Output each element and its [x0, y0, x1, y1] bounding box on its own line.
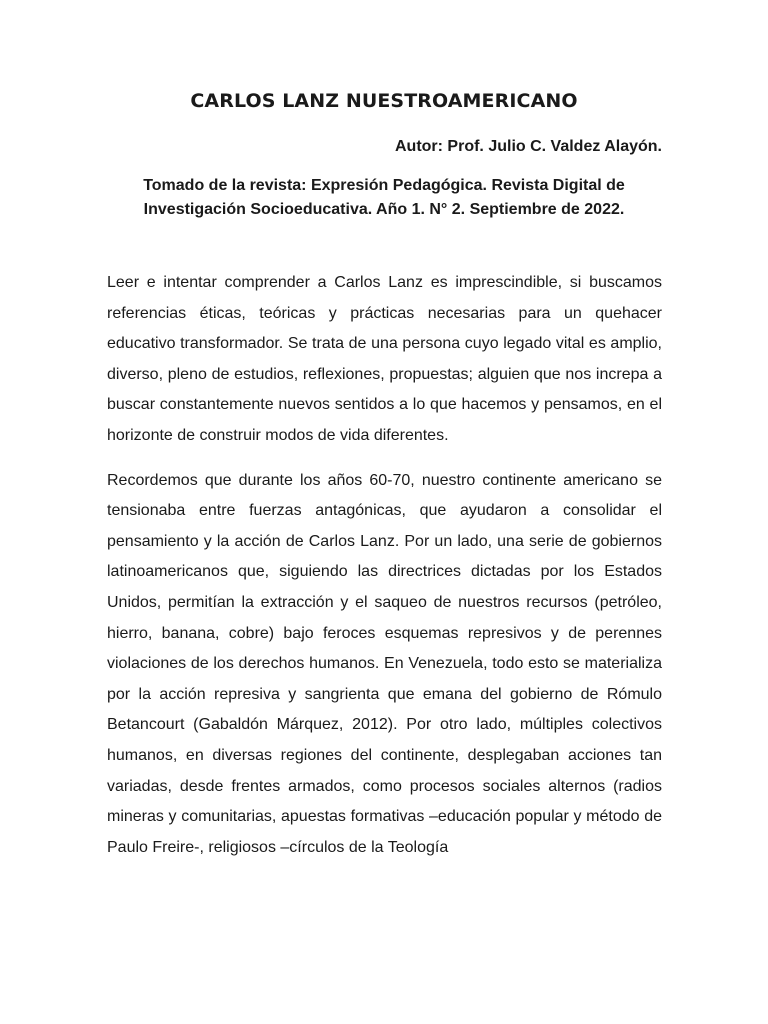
source-citation: Tomado de la revista: Expresión Pedagógica. Revista Digital de Investigación Socioeducativa. Año 1. N° 2. Septiembre de 2022.	[143, 177, 625, 218]
paragraph: Leer e intentar comprender a Carlos Lanz es imprescindible, si buscamos referencias éticas, teóricas y prácticas necesarias para un quehacer educativo transformador. Se trata de una persona cuyo legado vital es amplio, diverso, pleno de estudios, reflexiones, propuestas; alguien que nos increpa a buscar constantemente nuevos sentidos a lo que hacemos y pensamos, en el horizonte de construir modos de vida diferentes.	[107, 274, 662, 444]
document-title: CARLOS LANZ NUESTROAMERICANO	[190, 90, 578, 112]
paragraph: Recordemos que durante los años 60-70, nuestro continente americano se tensionaba entre fuerzas antagónicas, que ayudaron a consolidar el pensamiento y la acción de Carlos Lanz. Por un lado, una serie de gobiernos latinoamericanos que, siguiendo las directrices dictadas por los Estados Unidos, permitían la extracción y el saqueo de nuestros recursos (petróleo, hierro, banana, cobre) bajo feroces esquemas represivos y de perennes violaciones de los derechos humanos. En Venezuela, todo esto se materializa por la acción represiva y sangrienta que emana del gobierno de Rómulo Betancourt (Gabaldón Márquez, 2012). Por otro lado, múltiples colectivos humanos, en diversas regiones del continente, desplegaban acciones tan variadas, desde frentes armados, como procesos sociales alternos (radios mineras y comunitarias, apuestas formativas –educación popular y método de Paulo Freire-, religiosos –círculos de la Teología	[107, 471, 662, 856]
author-line: Autor: Prof. Julio C. Valdez Alayón.	[395, 138, 662, 155]
body-text	[107, 268, 662, 877]
